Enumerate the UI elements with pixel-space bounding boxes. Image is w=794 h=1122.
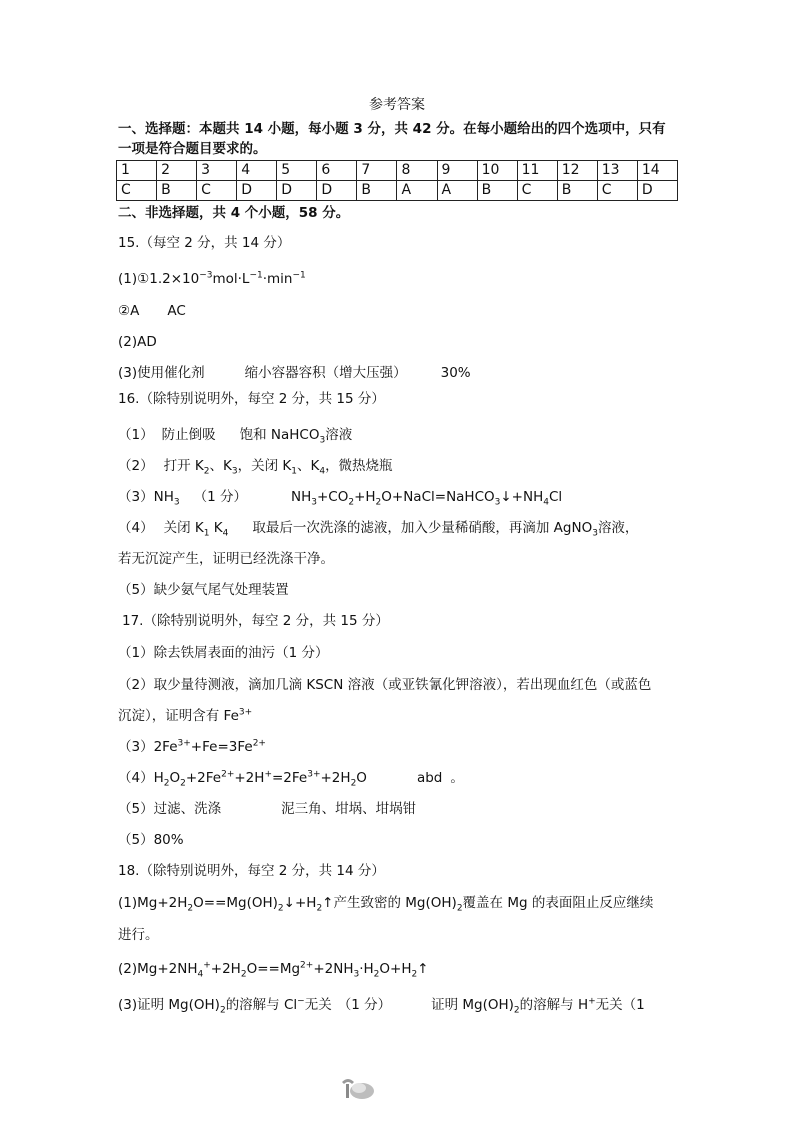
question-number-cell: 7 xyxy=(357,161,397,181)
answer-cell: C xyxy=(517,181,557,201)
q17-line5: $(4)H_2O_2+2Fe^{2+}+2H^+=2Fe^{3+}+2H_2O$ abd 。 xyxy=(118,769,464,789)
answer-cell: B xyxy=(557,181,597,201)
answer-cell: B xyxy=(477,181,517,201)
question-number-cell: 12 xyxy=(557,161,597,181)
answer-cell: D xyxy=(237,181,277,201)
question-number-cell: 6 xyxy=(317,161,357,181)
question-number-cell: 2 xyxy=(157,161,197,181)
question-number-cell: 3 xyxy=(197,161,237,181)
q17-header: 17.（除特别说明外，每空 2 分，共 15 分） xyxy=(122,613,389,629)
answer-table xyxy=(116,160,678,201)
question-number-cell: 5 xyxy=(277,161,317,181)
question-number-cell: 9 xyxy=(437,161,477,181)
q17-line3: 沉淀），证明含有 $Fe^{3+}$ xyxy=(118,707,253,724)
question-number-cell: 4 xyxy=(237,161,277,181)
question-number-row xyxy=(117,161,678,181)
q16-header: 16.（除特别说明外，每空 2 分，共 15 分） xyxy=(118,391,385,407)
question-number-cell: 8 xyxy=(397,161,437,181)
question-number-cell: 1 xyxy=(117,161,157,181)
q16-line4: （4） 关闭 $K_1$ $K_4$ 取最后一次洗涤的滤液，加入少量稀硝酸，再滴加 AgNO$_3$溶液， xyxy=(118,520,639,539)
q16-line1: （1） 防止倒吸 饱和 NaHCO$_3$溶液 xyxy=(118,427,353,446)
q15-line2: ②A AC xyxy=(118,303,186,319)
section1-heading-line2: 一项是符合题目要求的。 xyxy=(118,141,267,157)
answer-cell: A xyxy=(397,181,437,201)
q15-line1: $(1)①1.2\times 10^{-3}mol\cdot L^{-1}\cdot\min^{-1}$ xyxy=(118,270,306,287)
q18-line1: $(1)Mg+2H_2O==Mg(OH)_2↓+H_2↑$产生致密的 $Mg(OH)_2$覆盖在 Mg 的表面阻止反应继续 xyxy=(118,895,654,914)
q15-line3: (2)AD xyxy=(118,334,157,350)
q17-line1: （1）除去铁屑表面的油污（1 分） xyxy=(118,645,329,661)
answer-cell: C xyxy=(597,181,637,201)
q17-line6: （5）过滤、洗涤 泥三角、坩埚、坩埚钳 xyxy=(118,801,417,817)
q16-line6: （5）缺少氨气尾气处理装置 xyxy=(118,582,289,598)
answer-cell: D xyxy=(317,181,357,201)
q18-header: 18.（除特别说明外，每空 2 分，共 14 分） xyxy=(118,863,385,879)
q17-line4: $(3)2Fe^{3+}+Fe=3Fe^{2+}$ xyxy=(118,738,266,755)
answer-cell: D xyxy=(277,181,317,201)
q16-line2: （2） 打开 $K_2$、$K_3$，关闭 $K_1$、$K_4$，微热烧瓶 xyxy=(118,458,393,477)
answer-cell: C xyxy=(117,181,157,201)
answer-row xyxy=(117,181,678,201)
question-number-cell: 13 xyxy=(597,161,637,181)
answer-cell: B xyxy=(357,181,397,201)
q18-line4: (3)证明 $Mg(OH)_2$的溶解与 Cl−无关 （1 分） 证明 $Mg(OH)_2$的溶解与 H+无关（1 xyxy=(118,996,645,1016)
q15-header: 15.（每空 2 分，共 14 分） xyxy=(118,235,291,251)
q17-line7: （5）80% xyxy=(118,832,184,848)
q17-line2: （2）取少量待测液，滴加几滴 KSCN 溶液（或亚铁氰化钾溶液），若出现血红色（或蓝色 xyxy=(118,677,652,693)
publisher-logo-icon xyxy=(338,1074,378,1104)
answer-cell: C xyxy=(197,181,237,201)
answer-cell: D xyxy=(637,181,677,201)
section2-heading: 二、非选择题，共 4 个小题，58 分。 xyxy=(118,205,350,221)
q16-line5: 若无沉淀产生，证明已经洗涤干净。 xyxy=(118,551,334,567)
answer-cell: A xyxy=(437,181,477,201)
q15-line4: (3)使用催化剂 缩小容器容积（增大压强） 30% xyxy=(118,365,471,381)
q18-line3: $(2)Mg+2NH_4^++2H_2O==Mg^{2+}+2NH_3\cdot H_2O+H_2↑$ xyxy=(118,960,429,980)
section1-heading-line1: 一、选择题：本题共 14 小题，每小题 3 分，共 42 分。在每小题给出的四个选项中，只有 xyxy=(118,121,666,137)
answer-cell: B xyxy=(157,181,197,201)
page-title: 参考答案 xyxy=(369,97,425,113)
question-number-cell: 11 xyxy=(517,161,557,181)
q16-line3: $(3)NH_3$ （1 分） $NH_3+CO_2+H_2O+NaCl=NaHCO_3↓+NH_4Cl$ xyxy=(118,489,563,508)
question-number-cell: 14 xyxy=(637,161,677,181)
q18-line2: 进行。 xyxy=(118,927,159,943)
question-number-cell: 10 xyxy=(477,161,517,181)
